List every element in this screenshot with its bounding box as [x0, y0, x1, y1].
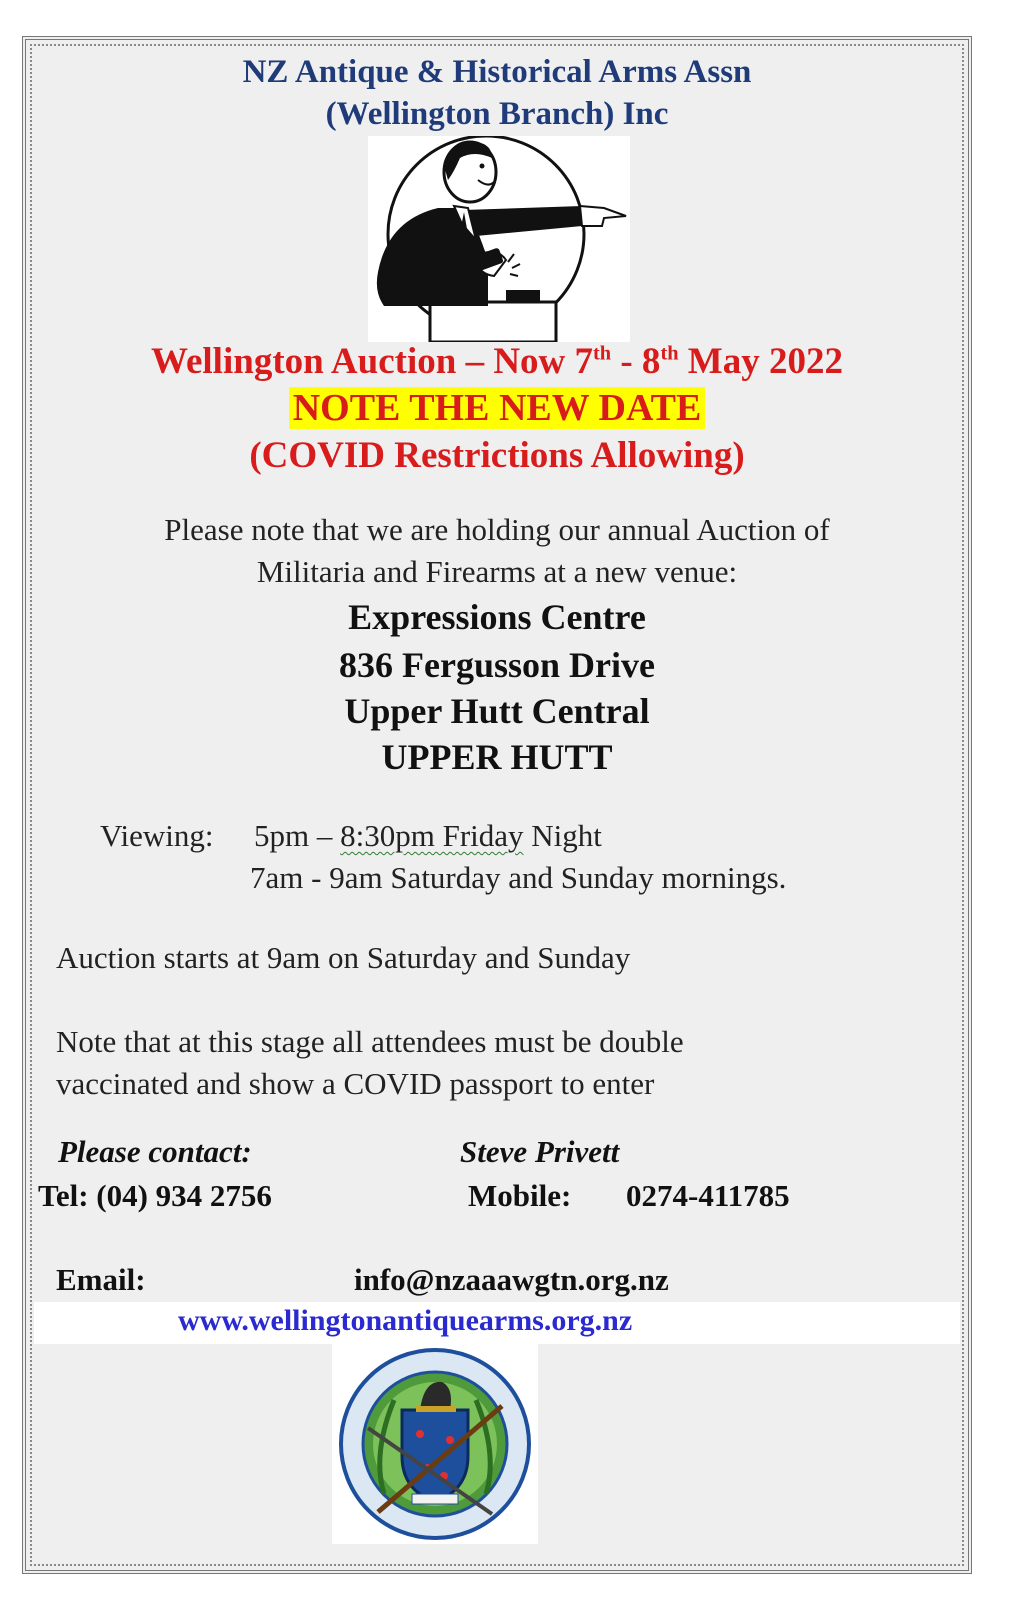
- auction-title: [26, 340, 968, 383]
- viewing-time-weekend: 7am - 9am Saturday and Sunday mornings.: [250, 860, 787, 895]
- contact-mobile: 0274-411785: [626, 1178, 790, 1213]
- viewing-time-friday: [254, 818, 602, 854]
- viewing-label: Viewing:: [100, 818, 214, 853]
- venue-name: Expressions Centre: [348, 597, 646, 637]
- covid-restrictions: (COVID Restrictions Allowing): [249, 435, 745, 476]
- association-seal-icon: [332, 1344, 538, 1544]
- org-name-line2: (Wellington Branch) Inc: [325, 96, 669, 132]
- auction-title-mid: - 8: [611, 341, 661, 382]
- auction-title-sup1: th: [593, 342, 612, 365]
- note-new-date-wrap: [26, 386, 968, 430]
- covid-note-line2: vaccinated and show a COVID passport to enter: [56, 1066, 655, 1101]
- contact-label: Please contact:: [58, 1134, 252, 1169]
- venue-city: UPPER HUTT: [381, 737, 613, 777]
- auction-title-sup2: th: [660, 342, 679, 365]
- intro-line1: Please note that we are holding our annual Auction of: [164, 512, 830, 547]
- email-label: Email:: [56, 1262, 146, 1297]
- covid-note-line1: Note that at this stage all attendees must be double: [56, 1024, 684, 1059]
- auction-start: Auction starts at 9am on Saturday and Sunday: [56, 940, 631, 975]
- contact-mobile-label: Mobile:: [468, 1178, 572, 1213]
- viewing-time1: 5pm –: [254, 818, 341, 853]
- website-link[interactable]: www.wellingtonantiquearms.org.nz: [178, 1304, 633, 1337]
- viewing-time1b: 8:30pm Friday: [340, 818, 524, 853]
- viewing-time1c: Night: [523, 818, 602, 853]
- venue-street: 836 Fergusson Drive: [339, 645, 655, 685]
- auction-title-suffix: May 2022: [678, 341, 843, 382]
- auctioneer-with-gavel-icon: [368, 136, 630, 342]
- venue-suburb: Upper Hutt Central: [344, 691, 650, 731]
- association-logo-panel: [332, 1344, 538, 1544]
- contact-tel: Tel: (04) 934 2756: [38, 1178, 272, 1213]
- flyer-frame: [22, 36, 972, 1574]
- note-new-date: NOTE THE NEW DATE: [289, 387, 706, 429]
- org-name-line1: NZ Antique & Historical Arms Assn: [242, 54, 752, 90]
- auctioneer-illustration: [368, 136, 630, 342]
- auction-title-prefix: Wellington Auction – Now 7: [151, 341, 594, 382]
- contact-name: Steve Privett: [460, 1134, 620, 1169]
- intro-line2: Militaria and Firearms at a new venue:: [256, 554, 738, 589]
- email-address[interactable]: info@nzaaawgtn.org.nz: [354, 1262, 669, 1297]
